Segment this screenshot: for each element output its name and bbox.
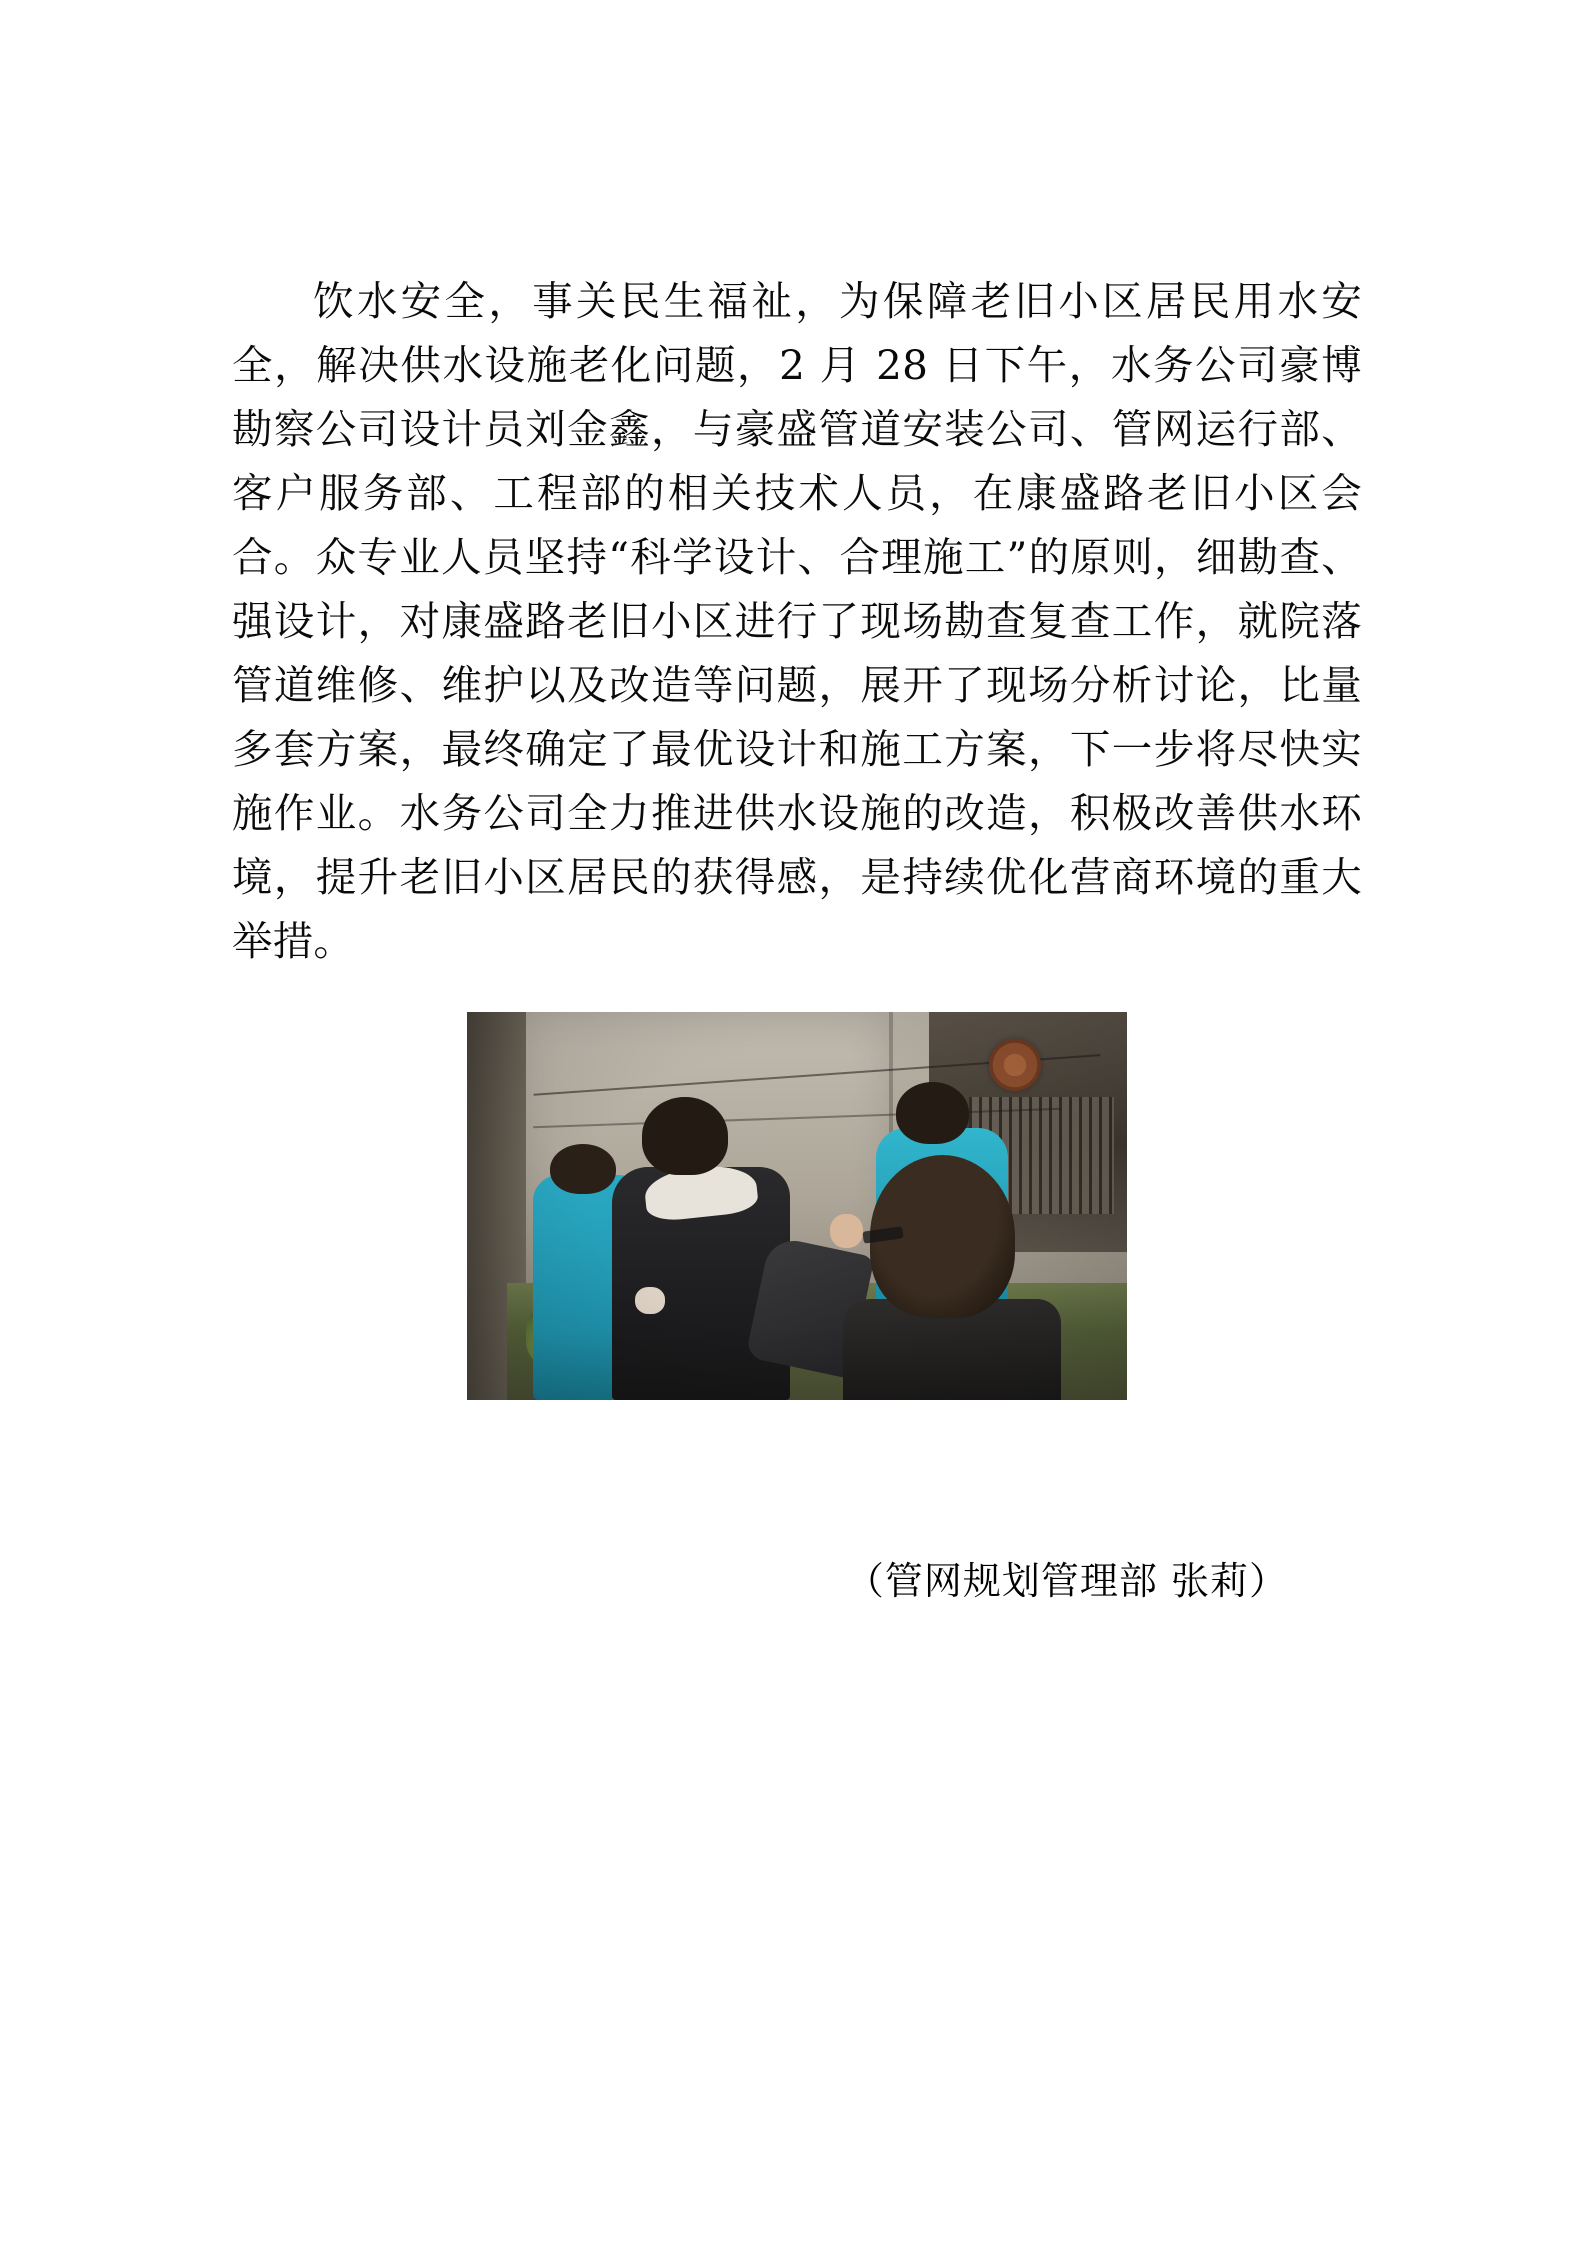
body-paragraph: 饮水安全，事关民生福祉，为保障老旧小区居民用水安全，解决供水设施老化问题，2 月 28 日下午，水务公司豪博勘察公司设计员刘金鑫，与豪盛管道安装公司、管网运行部、客户服务部、工程部的相关技术人员，在康盛路老旧小区会合。众专业人员坚持“科学设计、合理施工”的原则，细勘查、强设计，对康盛路老旧小区进行了现场勘查复查工作，就院落管道维修、维护以及改造等问题，展开了现场分析讨论，比量多套方案，最终确定了最优设计和施工方案，下一步将尽快实施作业。水务公司全力推进供水设施的改造，积极改善供水环境，提升老旧小区居民的获得感，是持续优化营商环境的重大举措。	[232, 277, 1362, 965]
photo-worker-glove	[635, 1287, 665, 1314]
document-content	[232, 270, 1362, 1605]
photo-wall-fan	[989, 1039, 1041, 1091]
photo-worker-black-center-head	[642, 1097, 728, 1175]
document-signature: （管网规划管理部 张莉）	[845, 1558, 1288, 1603]
photo-container	[232, 1012, 1362, 1400]
photo-foreground-hand	[830, 1214, 863, 1249]
photo-worker-blue-left-head	[550, 1144, 616, 1194]
site-survey-photo	[467, 1012, 1127, 1400]
photo-worker-blue-right-head	[896, 1082, 969, 1144]
